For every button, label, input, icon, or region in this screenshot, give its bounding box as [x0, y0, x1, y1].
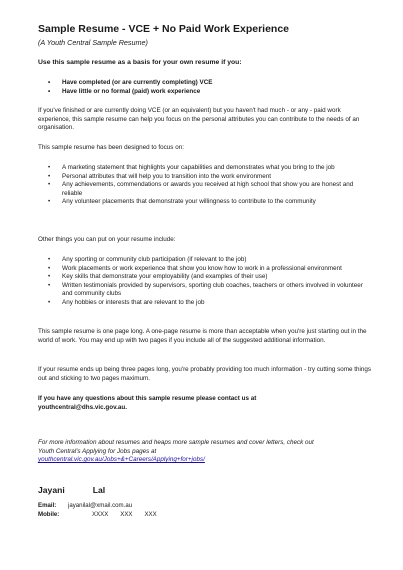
list-item: • Any achievements, commendations or awards you received at high school that show you are honest and reliable — [48, 181, 354, 197]
list-item: • Personal attributes that will help you to transition into the work environment — [48, 172, 271, 180]
intro-heading: Use this sample resume as a basis for your own resume if you: — [38, 59, 242, 66]
list-item: • A marketing statement that highlights your capabilities and demonstrates what you bring to the job — [48, 164, 335, 171]
list-item: • Work placements or work experience that show you know how to work in a professional environment — [48, 264, 342, 272]
first-name: Jayani — [38, 485, 65, 495]
page-subtitle: (A Youth Central Sample Resume) — [38, 38, 148, 47]
email-value[interactable]: jayanilal@xmail.com.au — [68, 502, 133, 509]
list-item: • Written testimonials provided by supervisors, sporting club coaches, teachers or others involved in volunteer and community clubs — [48, 281, 363, 298]
list-item: • Key skills that demonstrate your employability (and examples of their use) — [48, 273, 268, 281]
contact-email-row — [38, 502, 132, 510]
mobile-part-2: XXX — [120, 511, 133, 518]
paragraph-one-page: This sample resume is one page long. A one-page resume is more than acceptable when you're just starting out in the world of work. You may end up with two pages if you include all of the suggested additional information. — [38, 328, 367, 344]
last-name: Lal — [92, 485, 106, 495]
list-item: • Have completed (or are currently completing) VCE — [48, 79, 213, 86]
page-title: Sample Resume - VCE + No Paid Work Experience — [38, 23, 290, 35]
paragraph-vce: If you've finished or are currently doing VCE (or an equivalent) but you haven't had much - or any - paid work experience, this sample resume can help you focus on the personal attributes you can contribute to the needs of an organisation. — [38, 107, 360, 132]
list-item: • Any hobbies or interests that are relevant to the job — [48, 298, 205, 306]
list-item: • Any volunteer placements that demonstrate your willingness to contribute to the community — [48, 198, 316, 206]
mobile-part-3: XXX — [144, 511, 157, 518]
email-label: Email: — [38, 502, 57, 509]
contact-questions: If you have any questions about this sample resume please contact us at youthcentral@dhs.vic.gov.au. — [38, 395, 257, 411]
mobile-label: Mobile: — [38, 511, 60, 518]
paragraph-three-pages: If your resume ends up being three pages long, you're probably providing too much information - try cutting some things out and sticking to two pages maximum. — [38, 366, 372, 382]
contact-email-link[interactable]: youthcentral@dhs.vic.gov.au. — [38, 403, 127, 411]
list-item: • Have little or no formal (paid) work experience — [48, 87, 201, 95]
other-heading: Other things you can put on your resume include: — [38, 236, 176, 243]
mobile-part-1: XXXX — [92, 511, 109, 518]
focus-heading: This sample resume has been designed to focus on: — [38, 144, 184, 151]
signature-name — [38, 485, 105, 495]
other-list — [38, 256, 373, 308]
criteria-list — [38, 79, 373, 96]
contact-mobile-row — [38, 511, 157, 519]
more-info: For more information about resumes and heaps more sample resumes and cover letters, check out Youth Central's Applying for Jobs pages at youthcentral.vic.gov.au/Jobs+&+Careers/Applying+for+jobs/ — [38, 439, 314, 464]
focus-list — [38, 164, 373, 207]
list-item: • Any sporting or community club participation (if relevant to the job) — [48, 256, 247, 263]
jobs-link[interactable]: youthcentral.vic.gov.au/Jobs+&+Careers/Applying+for+jobs/ — [38, 456, 205, 464]
